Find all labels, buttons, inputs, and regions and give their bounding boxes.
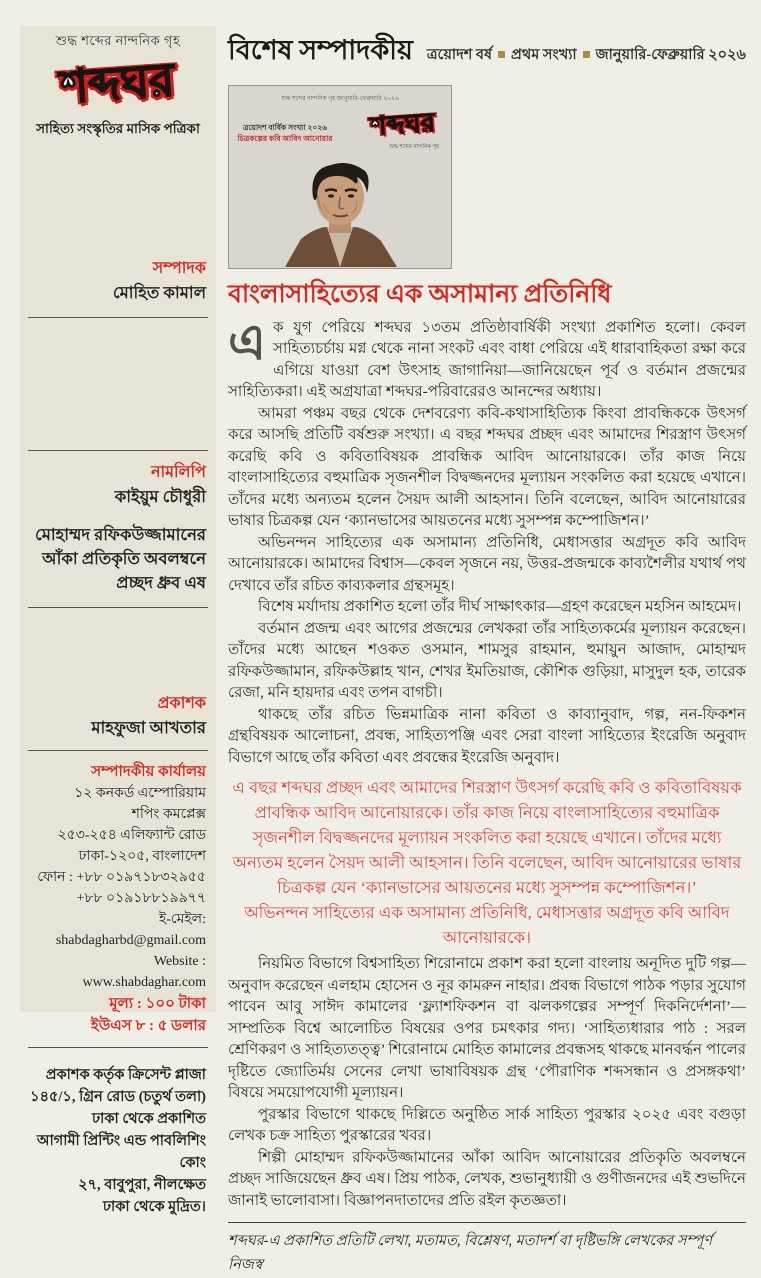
print-line: ২৭, বাবুপুরা, নীলক্ষেত xyxy=(78,1176,206,1193)
print-line: ১৪৫/১, গ্রিন রোড (চতুর্থ তলা) xyxy=(30,1088,206,1105)
office-line: ১২ কনকর্ড এম্পোরিয়াম xyxy=(74,785,206,801)
masthead-subtitle: সাহিত্য সংস্কৃতির মাসিক পত্রিকা xyxy=(36,120,200,136)
sidebar-divider xyxy=(28,750,208,751)
paragraph: অভিনন্দন সাহিত্যের এক অসামান্য প্রতিনিধি, মেধাসত্তার অগ্রদূত কবি আবিদ আনোয়ারকে। আমাদের বিশ্বাস—কেবল সৃজনে নয়, উত্তর-প্রজন্মকে কাব্যশৈলীর যথার্থ পথ দেখাবে তাঁর রচিত কাব্যকলার গ্রন্থসমূহ। xyxy=(228,534,746,594)
paragraph-text: ক যুগ পেরিয়ে শব্দঘর ১৩তম প্রতিষ্ঠাবার্ষিকী সংখ্যা প্রকাশিত হলো। কেবল সাহিত্যচর্চায় মগ্ন থেকে নানা সংকট এবং বাধা পেরিয়ে এই ধারাবাহিকতা রক্ষা করে এগিয়ে যাওয়া বেশ উৎসাহ জাগানিয়া—জানিয়েছেন পূর্ব ও বর্তমান প্রজন্মের সাহিত্যিকরা। এই অগ্রযাত্রা শব্দঘর-পরিবারেরও আনন্দের অধ্যায়। xyxy=(228,319,746,401)
website-address: Website : www.shabdaghar.com xyxy=(82,953,206,990)
publisher-label: প্রকাশক xyxy=(157,694,206,712)
publisher-name: মাহফুজা আখতার xyxy=(91,717,206,737)
drop-cap: এ xyxy=(228,313,267,370)
editor-block xyxy=(30,257,206,305)
magazine-cover-thumbnail xyxy=(228,85,452,269)
article-body xyxy=(228,313,746,1213)
main-column xyxy=(228,30,746,1278)
calligraphy-block xyxy=(30,461,206,595)
price-line: মূল্য : ১০০ টাকা xyxy=(109,995,206,1012)
cover-left-text xyxy=(236,122,334,144)
email-address: ই-মেইল: shabdagharbd@gmail.com xyxy=(55,911,206,948)
cover-credit-line: আঁকা প্রতিকৃতি অবলম্বনে xyxy=(42,548,206,568)
print-line: প্রকাশক কর্তৃক ক্রিসেন্ট প্লাজা xyxy=(45,1066,206,1083)
sidebar xyxy=(20,26,216,1215)
separator-square-icon xyxy=(583,51,590,58)
print-info-block xyxy=(30,1064,206,1218)
header-row xyxy=(228,30,746,75)
separator-square-icon xyxy=(498,51,505,58)
office-label: সম্পাদকীয় কার্যালয় xyxy=(91,763,206,780)
paragraph: শিল্পী মোহাম্মদ রফিকউজ্জামানের আঁকা আবিদ আনোয়ারের প্রতিকৃতি অবলম্বনে প্রচ্ছদ সাজিয়েছেন ধ্রুব এষ। প্রিয় পাঠক, লেখক, শুভানুধ্যায়ী ও গুণীজনদের এই শুভদিনে জানাই ভালোবাসা। বিজ্ঞাপনদাতাদের প্রতি রইল কৃতজ্ঞতা। xyxy=(228,1149,746,1209)
cover-logo: শব্দঘর xyxy=(369,107,436,142)
section-title: বিশেষ সম্পাদকীয় xyxy=(228,35,413,65)
cover-credit-line: প্রচ্ছদ ধ্রুব এষ xyxy=(116,572,206,592)
article-heading: বাংলাসাহিত্যের এক অসামান্য প্রতিনিধি xyxy=(228,281,612,308)
magazine-logo: শব্দঘর xyxy=(59,54,177,113)
issue-line xyxy=(427,44,746,68)
footer-divider xyxy=(228,1222,746,1223)
paragraph-first xyxy=(228,313,746,404)
calligraphy-name: কাইয়ুম চৌধুরী xyxy=(114,486,206,506)
print-line: ঢাকা থেকে মুদ্রিত। xyxy=(102,1198,206,1215)
office-line: শপিং কমপ্লেক্স xyxy=(131,806,206,822)
issue-year: ত্রয়োদশ বর্ষ xyxy=(426,47,492,63)
print-line: আগামী প্রিন্টিং এন্ড পাবলিশিং কোং xyxy=(36,1132,206,1171)
portrait-illustration xyxy=(265,163,415,267)
phone-number: ফোন : +৮৮ ০১৯৭১৮৩২৯৫৫ xyxy=(37,869,206,885)
pull-quote-text: অভিনন্দন সাহিত্যের এক অসামান্য প্রতিনিধি, মেধাসত্তার অগ্রদূত কবি আবিদ আনোয়ারকে। xyxy=(244,903,730,948)
cover-logo-tagline: শুদ্ধ শব্দের নান্দনিক গৃহ xyxy=(389,144,439,150)
office-line: ২৫৩-২৫৪ এলিফ্যান্ট রোড xyxy=(57,827,206,843)
office-block xyxy=(30,761,206,1037)
cover-top-line: শুদ্ধ শব্দের নান্দনিক গৃহ জানুয়ারি-ফেব্রুয়ারি ২০২৬ xyxy=(281,96,399,102)
paragraph: বিশেষ মর্যাদায় প্রকাশিত হলো তাঁর দীর্ঘ সাক্ষাৎকার—গ্রহণ করেছেন মহসিন আহমেদ। xyxy=(258,599,742,616)
issue-date: জানুয়ারি-ফেব্রুয়ারি ২০২৬ xyxy=(595,47,746,63)
cover-credit xyxy=(30,523,206,595)
issue-number: প্রথম সংখ্যা xyxy=(511,47,577,63)
sidebar-divider xyxy=(28,450,208,451)
phone-number: +৮৮ ০১৯১৮৮১৯৯৭৭ xyxy=(76,890,206,906)
masthead xyxy=(30,32,206,141)
editor-label: সম্পাদক xyxy=(152,259,206,277)
print-line: ঢাকা থেকে প্রকাশিত xyxy=(91,1110,206,1127)
cover-subject-line: চিত্রকল্পের কবি আবিদ আনোয়ার xyxy=(237,134,333,143)
paragraph: পুরস্কার বিভাগে থাকছে দিল্লিতে অনুষ্ঠিত সার্ক সাহিত্য পুরস্কার ২০২৫ এবং বগুড়া লেখক চক্র সাহিত্য পুরস্কারের খবর। xyxy=(228,1106,746,1145)
editor-name: মোহিত কামাল xyxy=(112,282,206,302)
calligraphy-label: নামলিপি xyxy=(150,463,206,481)
price-line: ইউএস ৮ : ৫ ডলার xyxy=(90,1017,206,1034)
cover-issue-line: ত্রয়োদশ বার্ষিক সংখ্যা ২০২৬ xyxy=(243,123,327,132)
cover-credit-line: মোহাম্মদ রফিকউজ্জামানের xyxy=(35,524,206,544)
paragraph: আমরা পঞ্চম বছর থেকে দেশবরেণ্য কবি-কথাসাহিত্যিক কিংবা প্রাবন্ধিককে উৎসর্গ করে আসছি প্রতিটি বর্ষশুরু সংখ্যা। এ বছর শব্দঘর প্রচ্ছদ এবং আমাদের শিরস্ত্রাণ উৎসর্গ করেছি কবি ও কবিতাবিষয়ক প্রাবন্ধিক আবিদ আনোয়ারকে। তাঁর কাজ নিয়ে বাংলাসাহিত্যের বহুমাত্রিক সৃজনশীল বিদ্বজ্জনদের মূল্যায়ন সংকলিত করা হয়েছে এখানে। তাঁদের মধ্যে অন্যতম হলেন সৈয়দ আলী আহসান। তিনি বলেছেন, আবিদ আনোয়ারের ভাষার চিত্রকল্প যেন ‘ক্যানভাসের আয়তনের মধ্যে সুসম্পন্ন কম্পোজিশন।’ xyxy=(228,405,746,530)
paragraph: বর্তমান প্রজন্ম এবং আগের প্রজন্মের লেখকরা তাঁর সাহিত্যকর্মের মূল্যায়ন করেছেন। তাঁদের মধ্যে আছেন শওকত ওসমান, শামসুর রাহমান, হুমায়ুন আজাদ, মোহাম্মদ রফিকউজ্জামান, রফিকউল্লাহ খান, শেখর ইমতিয়াজ, কৌশিক গুড়িয়া, মাসুদুল হক, তারেক রেজা, মনি হায়দার এবং তপন বাগচী। xyxy=(228,620,746,702)
sidebar-spacer xyxy=(30,608,206,692)
pull-quote-text: এ বছর শব্দঘর প্রচ্ছদ এবং আমাদের শিরস্ত্রাণ উৎসর্গ করেছি কবি ও কবিতাবিষয়ক প্রাবন্ধিক আবিদ আনোয়ারকে। তাঁর কাজ নিয়ে বাংলাসাহিত্যের বহুমাত্রিক সৃজনশীল বিদ্বজ্জনদের মূল্যায়ন সংকলিত করা হয়েছে এখানে। তাঁদের মধ্যে অন্যতম হলেন সৈয়দ আলী আহসান। তিনি বলেছেন, আবিদ আনোয়ারের ভাষার চিত্রকল্প যেন ‘ক্যানভাসের আয়তনের মধ্যে সুসম্পন্ন কম্পোজিশন।’ xyxy=(232,778,742,898)
office-line: ঢাকা-১২০৫, বাংলাদেশ xyxy=(78,848,206,864)
publisher-block xyxy=(30,692,206,740)
disclaimer-note: শব্দঘর-এ প্রকাশিত প্রতিটি লেখা, মতামত, বিশ্লেষণ, মতাদর্শ বা দৃষ্টিভঙ্গি লেখকের সম্পূর্ণ নিজস্ব xyxy=(228,1233,713,1274)
sidebar-spacer xyxy=(30,318,206,450)
sidebar-divider xyxy=(28,1047,208,1048)
paragraph: থাকছে তাঁর রচিত ভিন্নমাত্রিক নানা কবিতা ও কাব্যানুবাদ, গল্প, নন-ফিকশন গ্রন্থবিষয়ক আলোচনা, প্রবন্ধ, সাহিত্যপঞ্জি এবং সেরা বাংলা সাহিত্যের ইংরেজি অনুবাদ বিভাগে আছে তাঁর কবিতা এবং প্রবন্ধের ইংরেজি অনুবাদ। xyxy=(228,706,746,766)
masthead-tagline: শুদ্ধ শব্দের নান্দনিক গৃহ xyxy=(55,33,181,48)
paragraph: নিয়মিত বিভাগে বিশ্বসাহিত্য শিরোনামে প্রকাশ করা হলো বাংলায় অনূদিত দুটি গল্প—অনুবাদ করেছেন এলহাম হোসেন ও নূর কামরুন নাহার। প্রবন্ধ বিভাগে পাঠক পড়ার সুযোগ পাবেন আবু সাঈদ কামালের ‘ফ্ল্যাশফিকশন বা ঝলকগল্পের সম্পূর্ণ দিকনির্দেশনা’—সাম্প্রতিক বিশ্বে আলোচিত বিষয়ের ওপর চমৎকার গদ্য। ‘সাহিত্যধারার পাঠ : সরল শ্রেণিকরণ ও সাহিত্যতত্ত্ব’ শিরোনামে মোহিত কামালের প্রবন্ধসহ থাকছে মানবর্দ্ধন পালের দৃষ্টিতে জ্যোতির্ময় সেনের লেখা ভাষাবিষয়ক গ্রন্থ ‘পৌরাণিক শব্দসন্ধান ও প্রসঙ্গকথা’ বিষয়ে সময়োপযোগী মূল্যায়ন। xyxy=(228,956,746,1102)
pull-quote xyxy=(228,775,746,950)
